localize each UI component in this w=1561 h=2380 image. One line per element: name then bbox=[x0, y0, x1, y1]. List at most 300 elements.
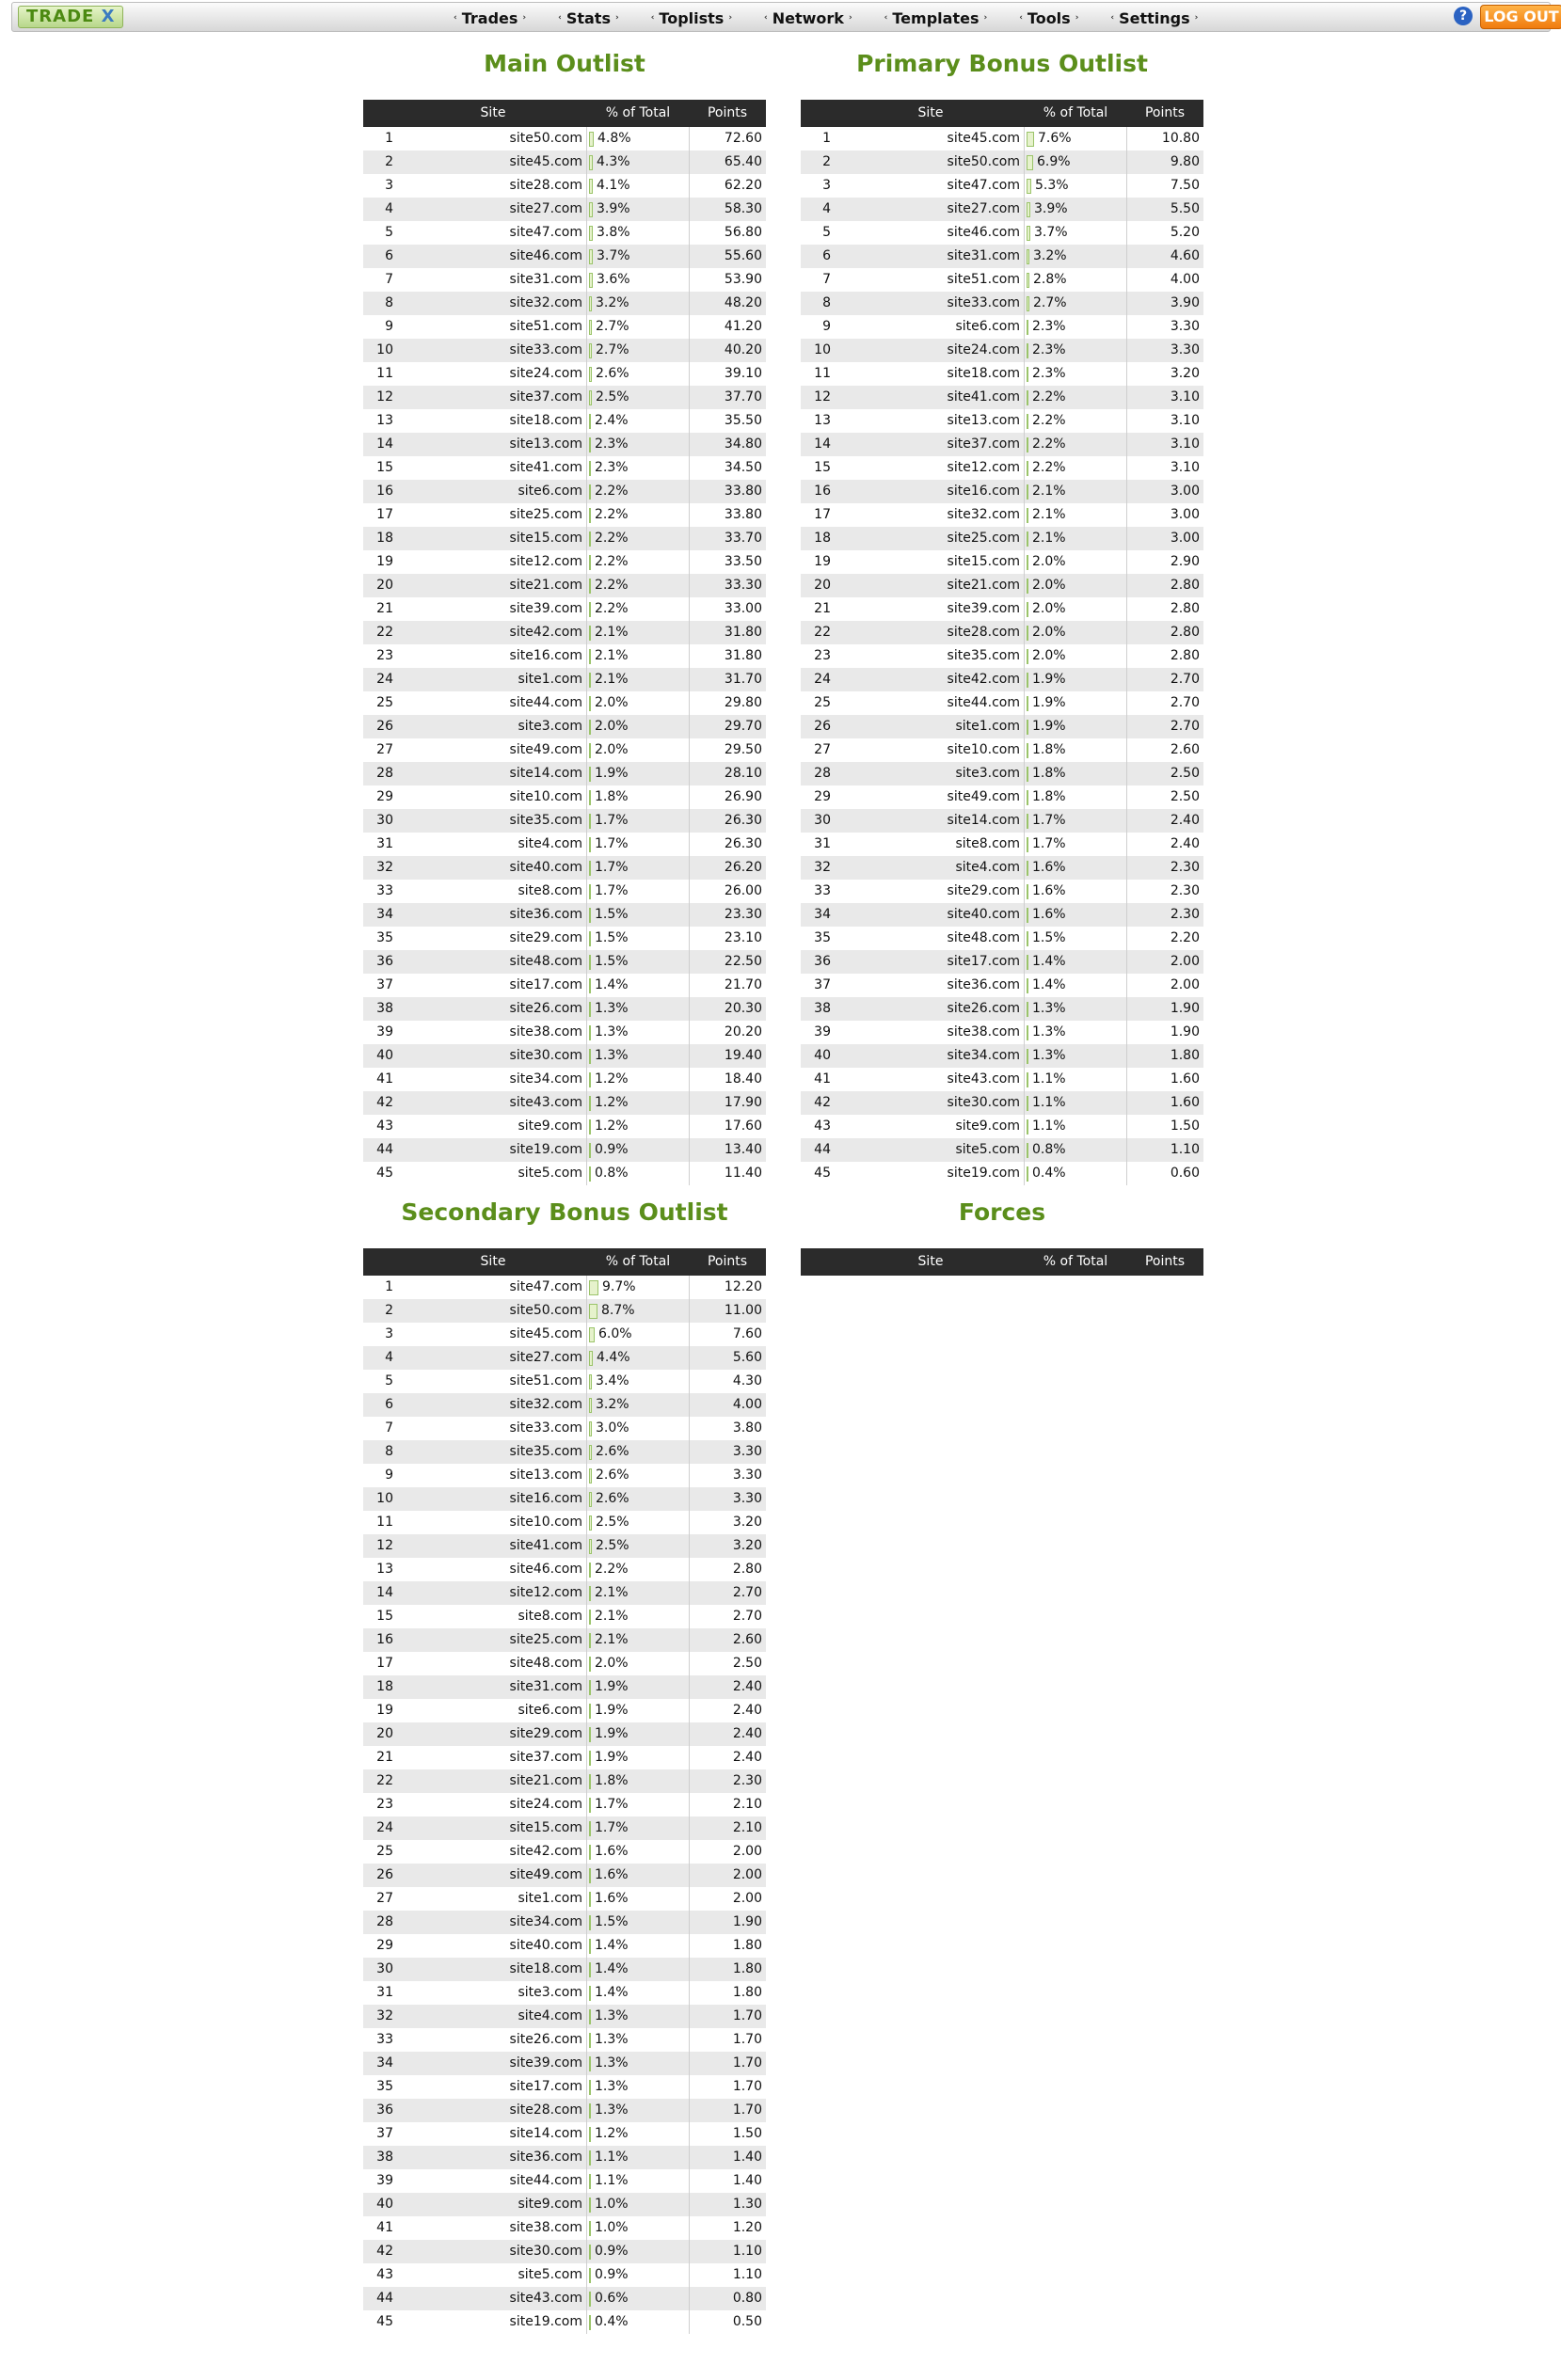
rank-cell: 6 bbox=[822, 248, 831, 263]
site-cell: site42.com bbox=[399, 621, 587, 644]
percent-cell bbox=[587, 2216, 689, 2240]
percent-bar bbox=[1027, 132, 1034, 147]
percent-bar bbox=[1027, 626, 1028, 641]
percent-cell bbox=[587, 1840, 689, 1864]
percent-cell bbox=[587, 1464, 689, 1487]
panel-title: Secondary Bonus Outlist bbox=[401, 1198, 728, 1226]
table-row bbox=[801, 503, 1203, 527]
site-cell: site10.com bbox=[399, 1511, 587, 1534]
percent-cell bbox=[587, 1769, 689, 1793]
percent-cell bbox=[587, 2005, 689, 2028]
percent-value: 3.2% bbox=[1033, 248, 1067, 263]
table-body bbox=[801, 127, 1203, 1185]
table-row bbox=[363, 1323, 766, 1346]
points-cell: 40.20 bbox=[689, 339, 766, 362]
percent-value: 1.4% bbox=[595, 1985, 629, 2000]
site-cell: site26.com bbox=[399, 997, 587, 1021]
percent-bar bbox=[589, 2127, 591, 2142]
points-cell: 11.40 bbox=[689, 1162, 766, 1185]
site-cell: site44.com bbox=[399, 691, 587, 715]
percent-column-header[interactable]: % of Total bbox=[605, 1254, 671, 1269]
points-cell: 1.70 bbox=[689, 2052, 766, 2075]
points-cell: 1.40 bbox=[689, 2146, 766, 2169]
table-row bbox=[363, 1722, 766, 1746]
rank-cell: 28 bbox=[376, 1914, 393, 1929]
points-cell: 2.00 bbox=[689, 1887, 766, 1911]
percent-value: 0.9% bbox=[595, 2244, 629, 2259]
points-cell: 1.50 bbox=[689, 2122, 766, 2146]
site-cell: site6.com bbox=[399, 480, 587, 503]
table-row bbox=[363, 1817, 766, 1840]
site-cell: site39.com bbox=[399, 597, 587, 621]
rank-cell: 36 bbox=[376, 2102, 393, 2118]
table-row bbox=[801, 1091, 1203, 1115]
points-cell: 2.30 bbox=[1126, 903, 1203, 927]
percent-value: 2.5% bbox=[596, 1538, 629, 1553]
rank-cell: 5 bbox=[822, 225, 831, 240]
points-cell: 20.20 bbox=[689, 1021, 766, 1044]
rank-cell: 16 bbox=[376, 1632, 393, 1647]
percent-cell bbox=[1025, 668, 1126, 691]
site-cell: site43.com bbox=[399, 2287, 587, 2310]
site-cell: site16.com bbox=[399, 1487, 587, 1511]
rank-cell: 35 bbox=[814, 930, 831, 945]
site-cell: site41.com bbox=[399, 1534, 587, 1558]
site-cell: site10.com bbox=[836, 738, 1025, 762]
site-cell: site33.com bbox=[836, 292, 1025, 315]
site-cell: site13.com bbox=[399, 433, 587, 456]
percent-value: 1.4% bbox=[595, 1938, 629, 1953]
percent-bar bbox=[589, 2009, 591, 2024]
percent-value: 7.6% bbox=[1038, 131, 1072, 146]
percent-bar bbox=[589, 2268, 591, 2283]
points-cell: 2.60 bbox=[1126, 738, 1203, 762]
percent-value: 2.2% bbox=[595, 554, 629, 569]
percent-cell bbox=[587, 2075, 689, 2099]
percent-value: 2.0% bbox=[1032, 648, 1066, 663]
percent-value: 2.2% bbox=[595, 601, 629, 616]
percent-bar bbox=[1027, 1166, 1028, 1182]
percent-cell bbox=[1025, 1162, 1126, 1185]
percent-cell bbox=[587, 1605, 689, 1628]
percent-bar bbox=[589, 814, 591, 829]
percent-bar bbox=[589, 743, 591, 758]
nav-tools[interactable] bbox=[1014, 3, 1083, 33]
table-row bbox=[801, 433, 1203, 456]
nav-templates[interactable] bbox=[880, 3, 993, 33]
site-cell: site19.com bbox=[399, 2310, 587, 2334]
nav-settings[interactable] bbox=[1106, 3, 1203, 33]
percent-bar bbox=[589, 861, 591, 876]
rank-cell: 38 bbox=[814, 1001, 831, 1016]
percent-bar bbox=[1027, 296, 1029, 311]
rank-cell: 12 bbox=[814, 389, 831, 405]
site-cell: site18.com bbox=[399, 409, 587, 433]
percent-column-header[interactable]: % of Total bbox=[1043, 105, 1108, 120]
points-cell: 23.30 bbox=[689, 903, 766, 927]
percent-cell bbox=[587, 856, 689, 880]
table-row bbox=[363, 1652, 766, 1675]
percent-bar bbox=[1027, 390, 1028, 405]
percent-bar bbox=[1027, 508, 1028, 523]
percent-bar bbox=[1027, 978, 1028, 993]
percent-bar bbox=[1027, 955, 1028, 970]
points-cell: 2.60 bbox=[689, 1628, 766, 1652]
points-cell: 4.00 bbox=[1126, 268, 1203, 292]
rank-cell: 25 bbox=[376, 695, 393, 710]
percent-value: 2.2% bbox=[1032, 460, 1066, 475]
tradex-logo[interactable]: TRADE X bbox=[18, 6, 123, 28]
points-cell: 3.10 bbox=[1126, 386, 1203, 409]
percent-cell bbox=[587, 1440, 689, 1464]
logo-x-letter: X bbox=[101, 7, 116, 26]
rank-cell: 11 bbox=[376, 366, 393, 381]
rank-cell: 15 bbox=[376, 460, 393, 475]
rank-cell: 36 bbox=[814, 954, 831, 969]
rank-cell: 17 bbox=[376, 507, 393, 522]
table-row bbox=[363, 2263, 766, 2287]
rank-cell: 28 bbox=[376, 766, 393, 781]
percent-value: 1.3% bbox=[595, 2008, 629, 2023]
table-row bbox=[363, 292, 766, 315]
table-row bbox=[363, 903, 766, 927]
rank-cell: 25 bbox=[376, 1844, 393, 1859]
nav-stats[interactable] bbox=[553, 3, 624, 33]
site-cell: site37.com bbox=[399, 386, 587, 409]
percent-cell bbox=[587, 1370, 689, 1393]
table-row bbox=[363, 2240, 766, 2263]
percent-bar bbox=[1027, 1002, 1028, 1017]
table-header bbox=[363, 1248, 766, 1276]
percent-bar bbox=[1027, 179, 1031, 194]
rank-cell: 19 bbox=[376, 1703, 393, 1718]
percent-bar bbox=[589, 484, 591, 500]
site-cell: site18.com bbox=[399, 1958, 587, 1981]
percent-value: 2.0% bbox=[595, 695, 629, 710]
percent-cell bbox=[587, 1958, 689, 1981]
percent-bar bbox=[589, 1166, 591, 1182]
percent-bar bbox=[589, 1586, 591, 1601]
table-row bbox=[363, 2075, 766, 2099]
nav-network[interactable] bbox=[759, 3, 857, 33]
site-cell: site3.com bbox=[399, 715, 587, 738]
site-column-header[interactable]: Site bbox=[917, 105, 944, 120]
site-cell: site24.com bbox=[399, 1793, 587, 1817]
logout-button[interactable]: LOG OUT bbox=[1480, 5, 1561, 29]
site-column-header[interactable]: Site bbox=[480, 105, 506, 120]
table-row bbox=[363, 433, 766, 456]
table-row bbox=[363, 1793, 766, 1817]
site-cell: site21.com bbox=[836, 574, 1025, 597]
percent-bar bbox=[589, 1610, 591, 1625]
percent-bar bbox=[589, 1821, 591, 1836]
percent-bar bbox=[1027, 555, 1028, 570]
percent-cell bbox=[1025, 903, 1126, 927]
points-cell: 2.00 bbox=[689, 1864, 766, 1887]
percent-value: 1.7% bbox=[595, 860, 629, 875]
percent-bar bbox=[1027, 202, 1030, 217]
table-row bbox=[363, 1605, 766, 1628]
points-cell: 2.80 bbox=[1126, 644, 1203, 668]
site-cell: site25.com bbox=[399, 1628, 587, 1652]
site-cell: site36.com bbox=[399, 2146, 587, 2169]
percent-bar bbox=[589, 1868, 591, 1883]
points-cell: 1.40 bbox=[689, 2169, 766, 2193]
site-cell: site29.com bbox=[399, 927, 587, 950]
rank-cell: 24 bbox=[376, 1820, 393, 1835]
table-row bbox=[363, 315, 766, 339]
rank-cell: 14 bbox=[376, 1585, 393, 1600]
percent-bar bbox=[589, 884, 591, 899]
points-cell: 62.20 bbox=[689, 174, 766, 198]
percent-bar bbox=[589, 132, 594, 147]
table-row bbox=[363, 1417, 766, 1440]
percent-cell bbox=[587, 1044, 689, 1068]
percent-cell bbox=[587, 1299, 689, 1323]
table-row bbox=[801, 1138, 1203, 1162]
table-row bbox=[363, 1115, 766, 1138]
percent-column-header[interactable]: % of Total bbox=[605, 105, 671, 120]
points-cell: 2.80 bbox=[689, 1558, 766, 1581]
percent-cell bbox=[587, 362, 689, 386]
points-cell: 5.50 bbox=[1126, 198, 1203, 221]
rank-cell: 7 bbox=[822, 272, 831, 287]
rank-cell: 18 bbox=[376, 1679, 393, 1694]
percent-bar bbox=[589, 2056, 591, 2071]
table-row bbox=[801, 362, 1203, 386]
percent-cell bbox=[587, 1068, 689, 1091]
site-cell: site4.com bbox=[836, 856, 1025, 880]
site-cell: site27.com bbox=[399, 198, 587, 221]
rank-cell: 41 bbox=[376, 1071, 393, 1087]
site-cell: site14.com bbox=[399, 762, 587, 785]
percent-cell bbox=[587, 174, 689, 198]
percent-cell bbox=[1025, 715, 1126, 738]
rank-cell: 9 bbox=[822, 319, 831, 334]
percent-value: 2.0% bbox=[1032, 625, 1066, 640]
table-row bbox=[363, 927, 766, 950]
percent-bar bbox=[589, 1563, 591, 1578]
secondary-bonus-outlist-panel bbox=[363, 1196, 766, 2334]
points-cell: 2.80 bbox=[1126, 574, 1203, 597]
primary-bonus-outlist-panel bbox=[801, 47, 1203, 1185]
percent-value: 1.9% bbox=[1032, 719, 1066, 734]
points-cell: 55.60 bbox=[689, 245, 766, 268]
percent-bar bbox=[589, 579, 591, 594]
table-row bbox=[363, 833, 766, 856]
table-row bbox=[363, 1393, 766, 1417]
rank-cell: 14 bbox=[376, 436, 393, 452]
percent-cell bbox=[587, 1628, 689, 1652]
rank-cell: 33 bbox=[376, 2032, 393, 2047]
rank-cell: 40 bbox=[376, 2197, 393, 2212]
site-cell: site44.com bbox=[836, 691, 1025, 715]
percent-bar bbox=[589, 1704, 591, 1719]
points-cell: 21.70 bbox=[689, 974, 766, 997]
points-cell: 4.00 bbox=[689, 1393, 766, 1417]
site-cell: site27.com bbox=[399, 1346, 587, 1370]
percent-value: 1.9% bbox=[595, 1726, 629, 1741]
points-cell: 28.10 bbox=[689, 762, 766, 785]
table-row bbox=[363, 1346, 766, 1370]
table-row bbox=[363, 1044, 766, 1068]
site-cell: site33.com bbox=[399, 1417, 587, 1440]
table-row bbox=[363, 1934, 766, 1958]
table-row bbox=[363, 339, 766, 362]
percent-bar bbox=[589, 437, 591, 452]
rank-cell: 15 bbox=[376, 1609, 393, 1624]
site-cell: site43.com bbox=[399, 1091, 587, 1115]
percent-bar bbox=[1027, 320, 1028, 335]
percent-cell bbox=[1025, 127, 1126, 151]
percent-cell bbox=[587, 785, 689, 809]
site-cell: site51.com bbox=[399, 315, 587, 339]
percent-value: 0.8% bbox=[1032, 1142, 1066, 1157]
percent-bar bbox=[589, 1445, 592, 1460]
rank-cell: 12 bbox=[376, 1538, 393, 1553]
table-row bbox=[363, 1628, 766, 1652]
site-cell: site8.com bbox=[836, 833, 1025, 856]
percent-cell bbox=[587, 456, 689, 480]
percent-value: 1.4% bbox=[1032, 977, 1066, 992]
rank-cell: 38 bbox=[376, 2150, 393, 2165]
percent-cell bbox=[587, 833, 689, 856]
points-cell: 2.70 bbox=[1126, 715, 1203, 738]
percent-bar bbox=[589, 1492, 592, 1507]
nav-trades[interactable] bbox=[449, 3, 531, 33]
rank-cell: 8 bbox=[385, 295, 393, 310]
percent-cell bbox=[587, 950, 689, 974]
percent-bar bbox=[589, 1398, 592, 1413]
percent-cell bbox=[1025, 856, 1126, 880]
percent-value: 0.8% bbox=[595, 1166, 629, 1181]
nav-label: Settings bbox=[1119, 8, 1190, 27]
percent-value: 1.2% bbox=[595, 1071, 629, 1087]
percent-value: 3.9% bbox=[597, 201, 630, 216]
site-column-header[interactable]: Site bbox=[917, 1254, 944, 1269]
nav-left-arrow-icon: ‹ bbox=[764, 13, 768, 23]
table-row bbox=[801, 527, 1203, 550]
points-cell: 3.00 bbox=[1126, 480, 1203, 503]
points-column-header[interactable]: Points bbox=[1144, 1254, 1186, 1269]
nav-right-arrow-icon: › bbox=[1075, 13, 1079, 23]
percent-value: 2.2% bbox=[1032, 413, 1066, 428]
site-cell: site43.com bbox=[836, 1068, 1025, 1091]
table-row bbox=[801, 856, 1203, 880]
percent-value: 2.5% bbox=[596, 1515, 629, 1530]
site-cell: site21.com bbox=[399, 574, 587, 597]
nav-toplists[interactable] bbox=[646, 3, 737, 33]
percent-cell bbox=[587, 762, 689, 785]
nav-label: Templates bbox=[892, 8, 980, 27]
help-icon[interactable]: ? bbox=[1454, 7, 1473, 25]
percent-value: 2.0% bbox=[1032, 578, 1066, 593]
rank-cell: 41 bbox=[814, 1071, 831, 1087]
points-cell: 2.20 bbox=[1126, 927, 1203, 950]
table-row bbox=[363, 1440, 766, 1464]
points-cell: 26.00 bbox=[689, 880, 766, 903]
percent-value: 2.7% bbox=[596, 319, 629, 334]
site-cell: site29.com bbox=[399, 1722, 587, 1746]
rank-cell: 24 bbox=[376, 672, 393, 687]
site-cell: site9.com bbox=[399, 1115, 587, 1138]
percent-value: 0.4% bbox=[595, 2314, 629, 2329]
points-cell: 2.30 bbox=[1126, 880, 1203, 903]
percent-bar bbox=[589, 249, 593, 264]
rank-cell: 23 bbox=[376, 648, 393, 663]
table-header bbox=[801, 1248, 1203, 1276]
points-cell: 1.80 bbox=[1126, 1044, 1203, 1068]
site-cell: site35.com bbox=[399, 1440, 587, 1464]
table-row bbox=[363, 1487, 766, 1511]
percent-bar bbox=[1027, 273, 1029, 288]
percent-cell bbox=[1025, 550, 1126, 574]
rank-cell: 33 bbox=[376, 883, 393, 898]
percent-bar bbox=[589, 1727, 591, 1742]
points-cell: 33.50 bbox=[689, 550, 766, 574]
percent-cell bbox=[587, 644, 689, 668]
site-cell: site9.com bbox=[399, 2193, 587, 2216]
table-row bbox=[801, 927, 1203, 950]
points-column-header[interactable]: Points bbox=[1144, 105, 1186, 120]
table-row bbox=[363, 2287, 766, 2310]
table-row bbox=[363, 1864, 766, 1887]
percent-bar bbox=[1027, 367, 1028, 382]
percent-bar bbox=[589, 1304, 597, 1319]
points-column-header[interactable]: Points bbox=[707, 105, 748, 120]
points-cell: 1.10 bbox=[689, 2263, 766, 2287]
site-cell: site38.com bbox=[399, 2216, 587, 2240]
table-row bbox=[363, 1534, 766, 1558]
percent-bar bbox=[589, 626, 591, 641]
rank-cell: 20 bbox=[376, 578, 393, 593]
percent-cell bbox=[587, 927, 689, 950]
rank-cell: 30 bbox=[376, 813, 393, 828]
nav-left-arrow-icon: ‹ bbox=[650, 13, 655, 23]
points-cell: 1.10 bbox=[1126, 1138, 1203, 1162]
site-column-header[interactable]: Site bbox=[480, 1254, 506, 1269]
percent-column-header[interactable]: % of Total bbox=[1043, 1254, 1108, 1269]
points-cell: 26.20 bbox=[689, 856, 766, 880]
points-cell: 1.50 bbox=[1126, 1115, 1203, 1138]
percent-value: 1.4% bbox=[1032, 954, 1066, 969]
percent-value: 3.2% bbox=[596, 1397, 629, 1412]
percent-bar bbox=[589, 908, 591, 923]
nav-label: Trades bbox=[461, 8, 518, 27]
table-row bbox=[801, 621, 1203, 644]
percent-cell bbox=[587, 2169, 689, 2193]
table-header bbox=[363, 100, 766, 127]
site-cell: site8.com bbox=[399, 1605, 587, 1628]
points-column-header[interactable]: Points bbox=[707, 1254, 748, 1269]
rank-cell: 19 bbox=[376, 554, 393, 569]
percent-cell bbox=[1025, 997, 1126, 1021]
site-cell: site25.com bbox=[836, 527, 1025, 550]
points-cell: 29.50 bbox=[689, 738, 766, 762]
points-cell: 33.80 bbox=[689, 503, 766, 527]
table-row bbox=[363, 738, 766, 762]
percent-bar bbox=[1027, 1143, 1028, 1158]
percent-cell bbox=[587, 315, 689, 339]
percent-value: 1.6% bbox=[595, 1844, 629, 1859]
table-row bbox=[363, 174, 766, 198]
points-cell: 56.80 bbox=[689, 221, 766, 245]
rank-cell: 45 bbox=[376, 1166, 393, 1181]
percent-bar bbox=[1027, 1025, 1028, 1040]
points-cell: 26.30 bbox=[689, 809, 766, 833]
percent-cell bbox=[1025, 386, 1126, 409]
table-row bbox=[801, 409, 1203, 433]
